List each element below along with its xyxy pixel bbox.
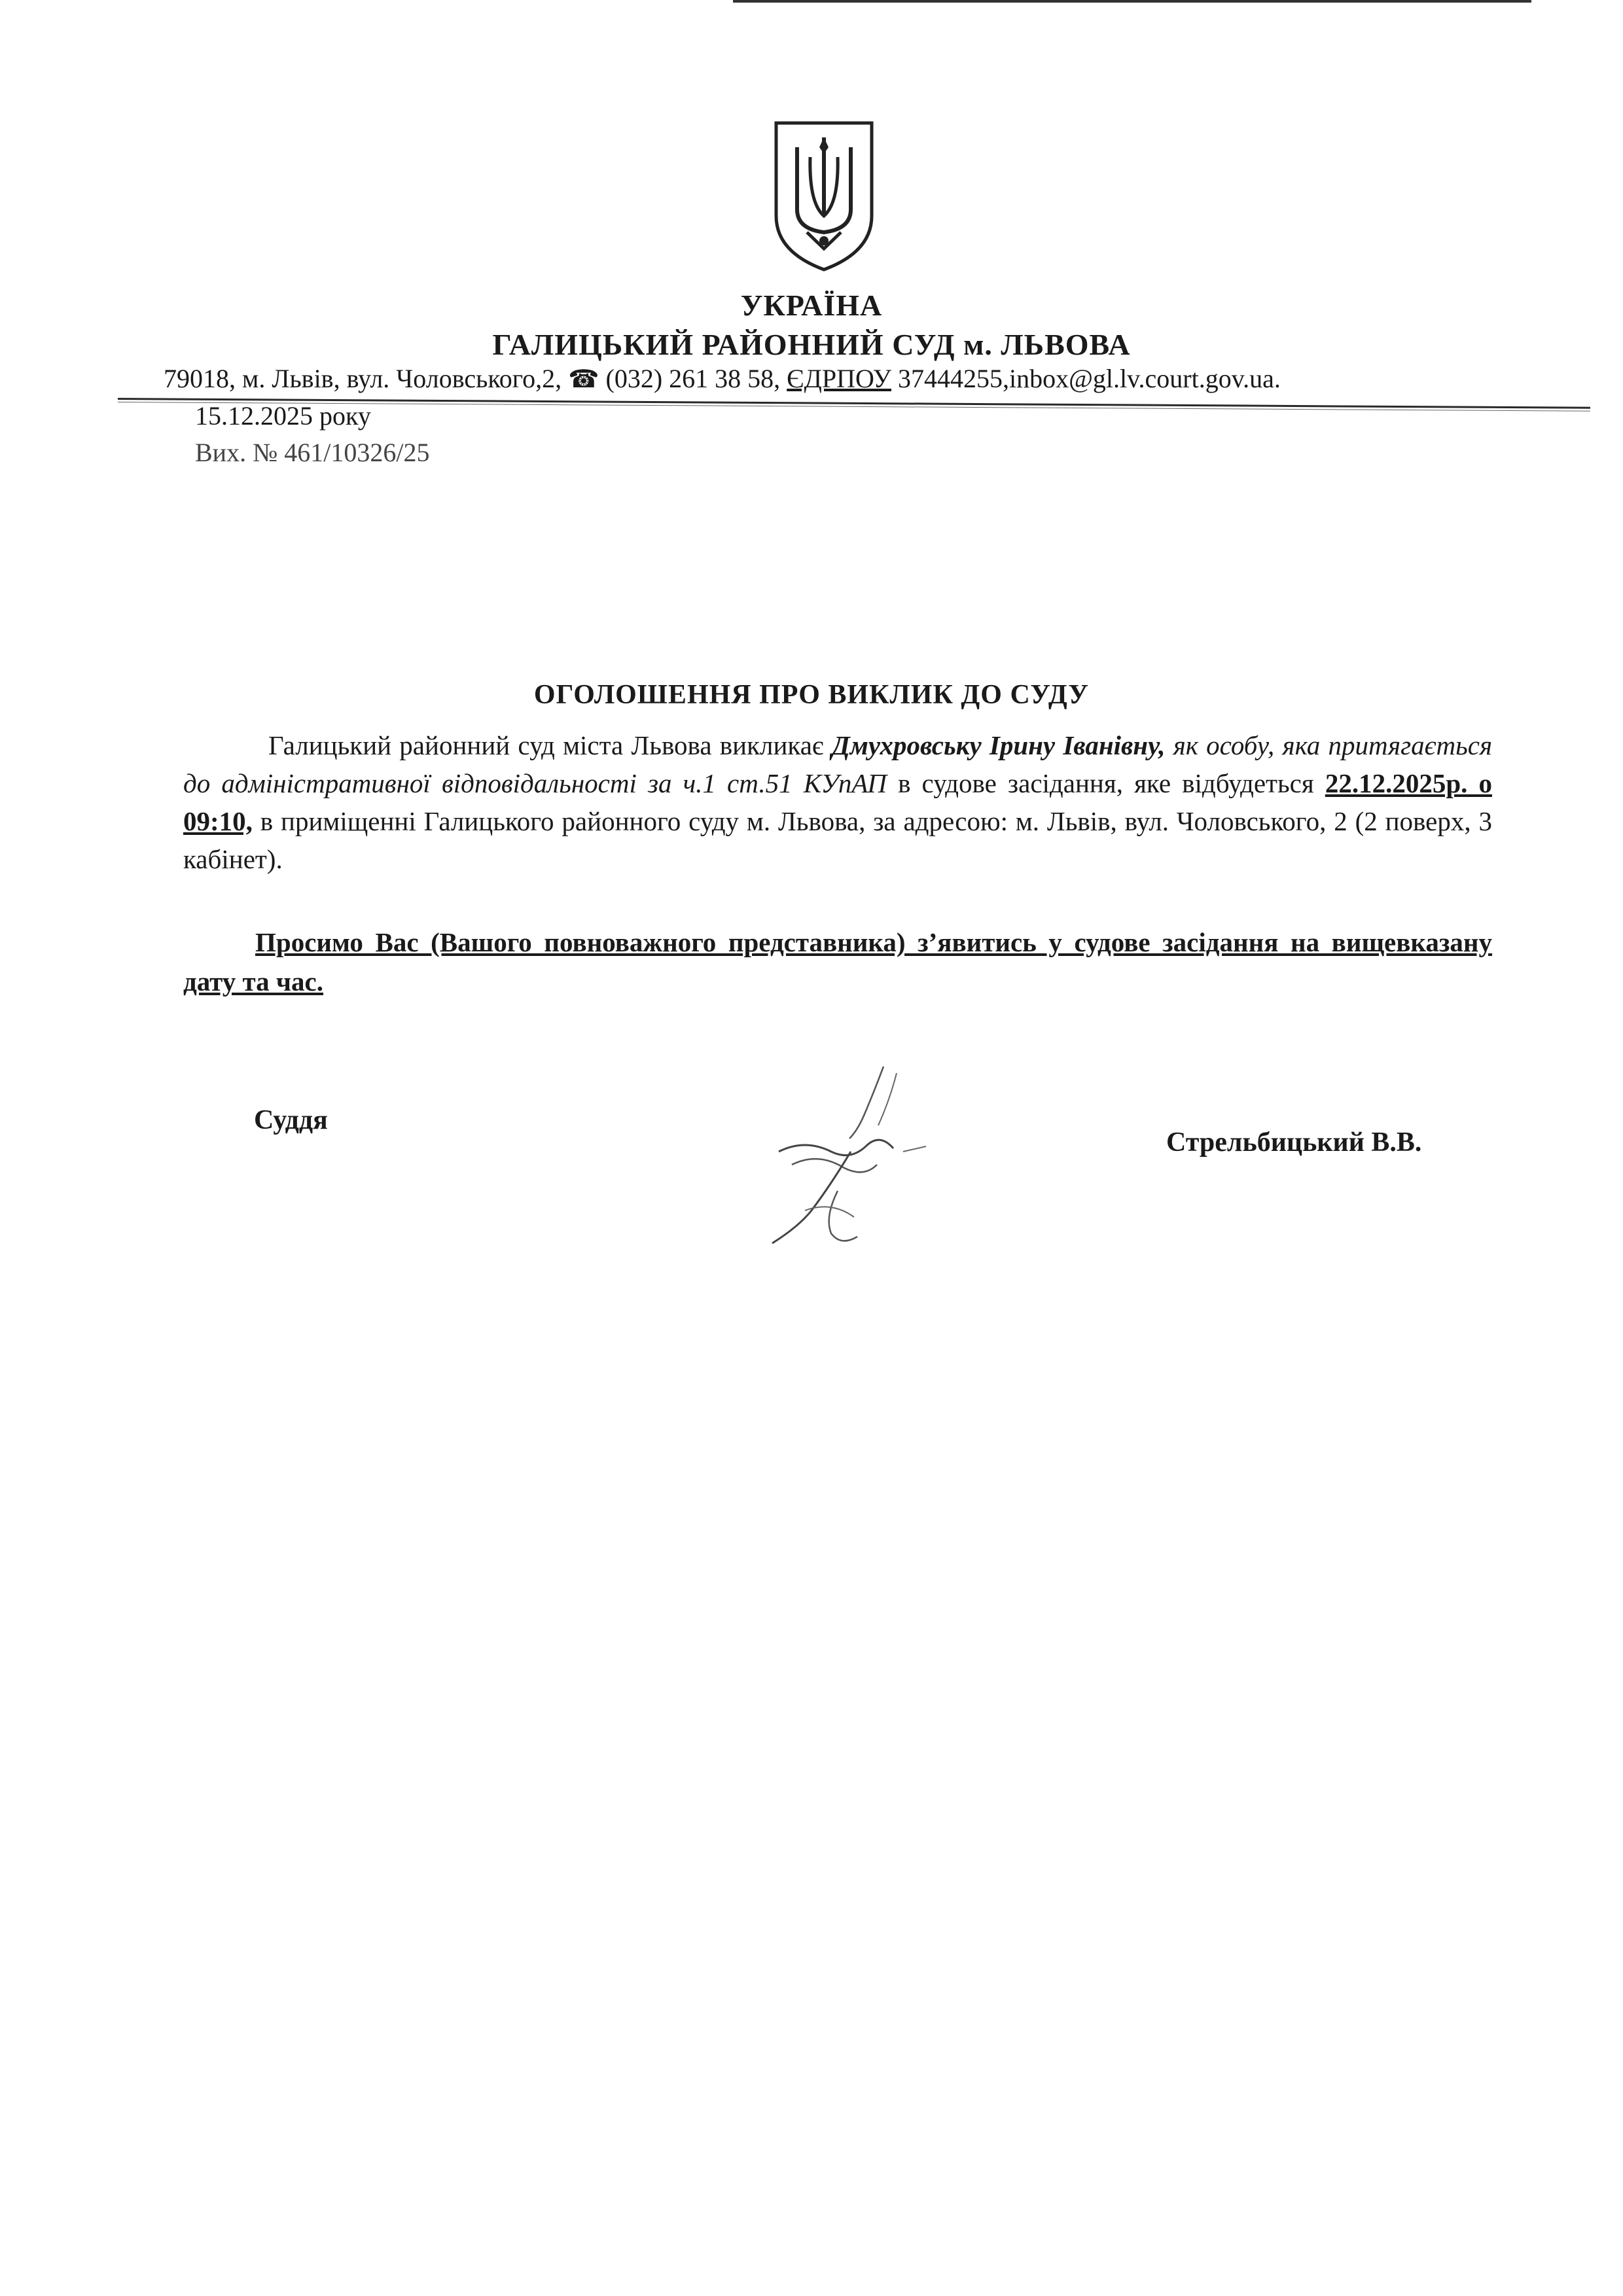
top-scan-edge-line (733, 0, 1531, 3)
signatory-role: Суддя (254, 1105, 328, 1135)
document-date: 15.12.2025 року (195, 401, 371, 431)
body-middle: в судове засідання, яке відбудеться (886, 768, 1325, 798)
edrpou-label: ЄДРПОУ (787, 364, 891, 393)
appearance-request: Просимо Вас (Вашого повноважного представника) з’явитись у судове засідання на вищевказану дату та час. (183, 927, 1492, 997)
court-contacts-line (164, 363, 1571, 394)
phone-icon: ☎ (568, 366, 599, 393)
handwritten-signature (733, 1053, 949, 1269)
notice-body-paragraph (183, 726, 1492, 878)
notice-title: ОГОЛОШЕННЯ ПРО ВИКЛИК ДО СУДУ (533, 680, 1090, 710)
hearing-datetime: 22.12.2025р. о 09:10, (183, 768, 1492, 836)
hearing-location: в приміщенні Галицького районного суду м. Львова, за адресою: м. Львів, вул. Чоловського, 2 (2 поверх, 3 кабінет). (183, 806, 1492, 874)
court-name-heading: ГАЛИЦЬКИЙ РАЙОННИЙ СУД м. ЛЬВОВА (492, 328, 1131, 361)
summoned-person-name: Дмухровську Ірину Іванівну, (831, 730, 1166, 760)
country-heading: УКРАЇНА (740, 289, 883, 322)
trident-emblem-icon (771, 118, 877, 275)
court-address: 79018, м. Львів, вул. Чоловського,2, (164, 364, 562, 393)
person-legal-status: як особу, яка притягається до адміністративної відповідальності за ч.1 ст.51 КУпАП (183, 730, 1493, 798)
body-intro: Галицький районний суд міста Львова викликає (268, 730, 832, 760)
judge-name: Стрельбицький В.В. (1166, 1127, 1422, 1157)
court-phone: (032) 261 38 58, (605, 364, 781, 393)
edrpou-and-email: 37444255,inbox@gl.lv.court.gov.ua. (897, 364, 1281, 393)
outgoing-number: Вих. № 461/10326/25 (195, 438, 430, 467)
